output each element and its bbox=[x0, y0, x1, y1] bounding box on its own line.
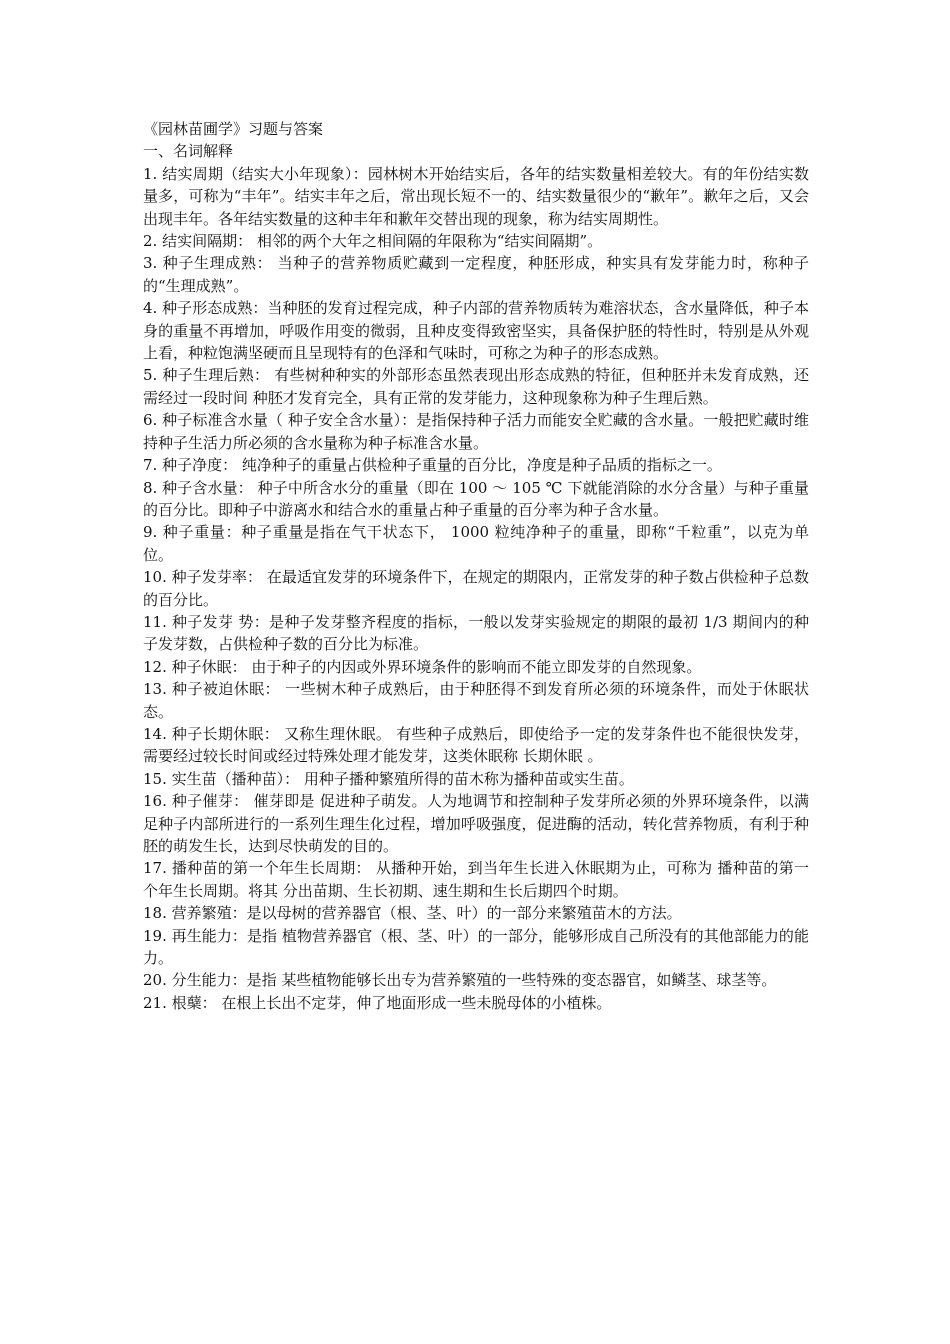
term-entry-4: 4. 种子形态成熟：当种胚的发育过程完成，种子内部的营养物质转为难溶状态，含水量降低，种子本身的重量不再增加，呼吸作用变的微弱，且种皮变得致密坚实，具备保护胚的特性时，特别是从外观上看，种粒饱满坚硬而且呈现特有的色泽和气味时，可称之为种子的形态成熟。 bbox=[143, 299, 809, 363]
term-entry-13: 13. 种子被迫休眠： 一些树木种子成熟后，由于种胚得不到发育所必须的环境条件，而处于休眠状态。 bbox=[143, 680, 809, 721]
document-title: 《园林苗圃学》习题与答案 bbox=[143, 120, 324, 138]
term-entry-21: 21. 根蘖： 在根上长出不定芽，伸了地面形成一些未脱母体的小植株。 bbox=[143, 993, 612, 1012]
term-entry-9: 9. 种子重量：种子重量是指在气干状态下， 1000 粒纯净种子的重量，即称“千粒重”，以克为单位。 bbox=[143, 523, 809, 564]
term-entry-15: 15. 实生苗（播种苗）： 用种子播种繁殖所得的苗木称为播种苗或实生苗。 bbox=[143, 769, 634, 788]
section-heading: 一、名词解释 bbox=[143, 142, 234, 161]
term-entry-3: 3. 种子生理成熟： 当种子的营养物质贮藏到一定程度，种胚形成，种实具有发芽能力时，称种子的“生理成熟”。 bbox=[143, 254, 809, 295]
term-entry-1: 1. 结实周期（结实大小年现象）：园林树木开始结实后，各年的结实数量相差较大。有的年份结实数量多，可称为“丰年”。结实丰年之后，常出现长短不一的、结实数量很少的“歉年”。歉年之后，又会出现丰年。各年结实数量的这种丰年和歉年交替出现的现象，称为结实周期性。 bbox=[143, 164, 809, 228]
term-entry-7: 7. 种子净度： 纯净种子的重量占供检种子重量的百分比，净度是种子品质的指标之一。 bbox=[143, 456, 722, 475]
term-entry-11: 11. 种子发芽 势：是种子发芽整齐程度的指标，一般以发芽实验规定的期限的最初 1/3 期间内的种子发芽数，占供检种子数的百分比为标准。 bbox=[143, 612, 809, 654]
term-entry-14: 14. 种子长期休眠： 又称生理休眠。 有些种子成熟后，即使给予一定的发芽条件也不能很快发芽，需要经过较长时间或经过特殊处理才能发芽，这类休眠称 长期休眠 。 bbox=[143, 724, 809, 766]
term-entry-20: 20. 分生能力：是指 某些植物能够长出专为营养繁殖的一些特殊的变态器官，如鳞茎、球茎等。 bbox=[143, 971, 777, 990]
term-entry-12: 12. 种子休眠： 由于种子的内因或外界环境条件的影响而不能立即发芽的自然现象。 bbox=[143, 657, 702, 676]
term-entry-6: 6. 种子标准含水量（ 种子安全含水量）：是指保持种子活力而能安全贮藏的含水量。一般把贮藏时维持种子生活力所必须的含水量称为种子标准含水量。 bbox=[143, 411, 809, 452]
term-entry-17: 17. 播种苗的第一个年生长周期： 从播种开始，到当年生长进入休眠期为止，可称为 播种苗的第一个年生长周期。将其 分出苗期、生长初期、速生期和生长后期四个时期。 bbox=[143, 859, 809, 900]
term-entry-5: 5. 种子生理后熟： 有些树种种实的外部形态虽然表现出形态成熟的特征，但种胚并未发育成熟，还需经过一段时间 种胚才发育完全，具有正常的发芽能力，这种现象称为种子生理后熟。 bbox=[143, 366, 809, 407]
term-entry-19: 19. 再生能力：是指 植物营养器官（根、茎、叶）的一部分，能够形成自己所没有的其他部能力的能力。 bbox=[143, 926, 809, 968]
term-entry-2: 2. 结实间隔期： 相邻的两个大年之相间隔的年限称为“结实间隔期”。 bbox=[143, 232, 603, 251]
term-entry-10: 10. 种子发芽率： 在最适宜发芽的环境条件下，在规定的期限内，正常发芽的种子数占供检种子总数的百分比。 bbox=[143, 568, 809, 609]
document-page bbox=[143, 118, 809, 1014]
term-entry-8: 8. 种子含水量： 种子中所含水分的重量（即在 100 ～ 105 ℃ 下就能消除的水分含量）与种子重量的百分比。即种子中游离水和结合水的重量占种子重量的百分率为种子含水量。 bbox=[143, 478, 809, 519]
term-entry-18: 18. 营养繁殖：是以母树的营养器官（根、茎、叶）的一部分来繁殖苗木的方法。 bbox=[143, 904, 682, 923]
term-entry-16: 16. 种子催芽： 催芽即是 促进种子萌发。人为地调节和控制种子发芽所必须的外界环境条件，以满足种子内部所进行的一系列生理生化过程，增加呼吸强度，促进酶的活动，转化营养物质，有利于种胚的萌发生长，达到尽快萌发的目的。 bbox=[143, 792, 809, 855]
